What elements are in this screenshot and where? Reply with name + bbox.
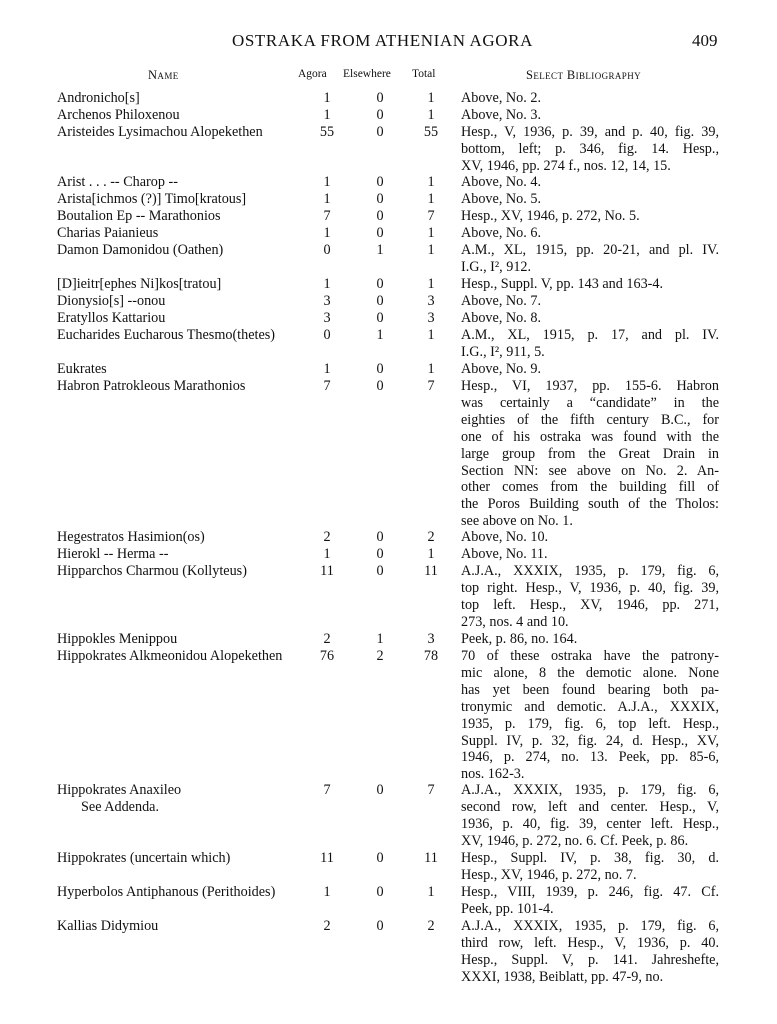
total-count: 3 xyxy=(427,293,435,309)
bibliography-line: A.M., XL, 1915, pp. 20-21, and pl. IV. xyxy=(461,242,719,258)
ostrakon-name xyxy=(57,529,205,546)
bibliography-line: A.J.A., XXXIX, 1935, p. 179, fig. 6, xyxy=(461,782,719,798)
agora-count: 1 xyxy=(323,884,331,900)
elsewhere-count: 0 xyxy=(376,191,384,207)
name-line: Boutalion Ep -- Marathonios xyxy=(57,208,221,224)
total-count: 3 xyxy=(427,310,435,326)
total-count: 1 xyxy=(427,361,435,377)
ostrakon-name xyxy=(57,174,178,191)
name-line: Hipparchos Charmou (Kollyteus) xyxy=(57,563,247,579)
agora-count: 1 xyxy=(323,191,331,207)
elsewhere-count: 0 xyxy=(376,293,384,309)
elsewhere-count: 0 xyxy=(376,90,384,106)
bibliography-line: Hesp., Suppl. V, p. 141. Jahreshefte, xyxy=(461,951,719,968)
total-count: 3 xyxy=(427,631,435,647)
bibliography-entry xyxy=(461,310,719,327)
name-line: Andronicho[s] xyxy=(57,90,140,106)
bibliography-line: third row, left. Hesp., V, 1936, p. 40. xyxy=(461,934,719,951)
agora-count: 76 xyxy=(319,648,335,664)
bibliography-entry xyxy=(461,124,719,175)
bibliography-entry xyxy=(461,191,719,208)
agora-count: 1 xyxy=(323,546,331,562)
bibliography-entry xyxy=(461,174,719,191)
bibliography-entry xyxy=(461,225,719,242)
bibliography-line: Peek, p. 86, no. 164. xyxy=(461,631,578,647)
total-count: 1 xyxy=(427,191,435,207)
total-count: 7 xyxy=(427,378,435,394)
ostrakon-name xyxy=(57,310,165,327)
name-line: Arist . . . -- Charop -- xyxy=(57,174,178,190)
agora-count: 1 xyxy=(323,276,331,292)
name-line: Eucharides Eucharous Thesmo(thetes) xyxy=(57,327,275,343)
ostrakon-name xyxy=(57,378,245,395)
agora-count: 7 xyxy=(323,378,331,394)
agora-count: 7 xyxy=(323,208,331,224)
bibliography-entry xyxy=(461,208,719,225)
elsewhere-count: 0 xyxy=(376,529,384,545)
total-count: 1 xyxy=(427,90,435,106)
bibliography-line: 1935, p. 179, fig. 6, top left. Hesp., xyxy=(461,715,719,732)
bibliography-line: one of his ostraka was found with the xyxy=(461,428,719,445)
bibliography-line: Above, No. 6. xyxy=(461,225,541,241)
name-line: [D]ieitr[ephes Ni]kos[tratou] xyxy=(57,276,222,292)
bibliography-line: Above, No. 10. xyxy=(461,529,549,545)
column-header-total: Total xyxy=(412,68,436,80)
name-line: Damon Damonidou (Oathen) xyxy=(57,242,224,258)
bibliography-line: Above, No. 5. xyxy=(461,191,541,207)
elsewhere-count: 0 xyxy=(376,546,384,562)
bibliography-line: Above, No. 7. xyxy=(461,293,541,309)
bibliography-line: Above, No. 4. xyxy=(461,174,541,190)
bibliography-entry xyxy=(461,884,719,918)
total-count: 2 xyxy=(427,529,435,545)
elsewhere-count: 0 xyxy=(376,918,384,934)
bibliography-line: Peek, pp. 101-4. xyxy=(461,900,554,917)
agora-count: 7 xyxy=(323,782,331,798)
bibliography-line: XV, 1946, pp. 274 f., nos. 12, 14, 15. xyxy=(461,157,671,174)
bibliography-entry xyxy=(461,242,719,276)
bibliography-line: Above, No. 11. xyxy=(461,546,548,562)
ostrakon-name xyxy=(57,884,275,901)
bibliography-line: mic alone, 8 the demotic alone. None xyxy=(461,664,719,681)
agora-count: 1 xyxy=(323,107,331,123)
agora-count: 11 xyxy=(320,563,334,579)
bibliography-line: 273, nos. 4 and 10. xyxy=(461,613,569,630)
bibliography-entry xyxy=(461,631,719,648)
total-count: 7 xyxy=(427,208,435,224)
name-line: Hegestratos Hasimion(os) xyxy=(57,529,205,545)
ostrakon-name xyxy=(57,90,140,107)
agora-count: 1 xyxy=(323,225,331,241)
bibliography-entry xyxy=(461,276,719,293)
total-count: 1 xyxy=(427,546,435,562)
ostrakon-name xyxy=(57,546,168,563)
bibliography-line: Section NN: see above on No. 2. An- xyxy=(461,462,719,479)
name-line: Charias Paianieus xyxy=(57,225,159,241)
total-count: 11 xyxy=(424,563,438,579)
name-line: Arista[ichmos (?)] Timo[kratous] xyxy=(57,191,247,207)
elsewhere-count: 1 xyxy=(376,327,384,343)
bibliography-entry xyxy=(461,918,719,986)
total-count: 1 xyxy=(427,276,435,292)
agora-count: 1 xyxy=(323,361,331,377)
bibliography-entry xyxy=(461,107,719,124)
elsewhere-count: 2 xyxy=(376,648,384,664)
elsewhere-count: 0 xyxy=(376,782,384,798)
total-count: 1 xyxy=(427,225,435,241)
bibliography-line: XV, 1946, p. 272, no. 6. Cf. Peek, p. 86. xyxy=(461,832,689,849)
elsewhere-count: 1 xyxy=(376,631,384,647)
bibliography-line: Above, No. 9. xyxy=(461,361,541,377)
elsewhere-count: 0 xyxy=(376,378,384,394)
bibliography-line: Hesp., Suppl. IV, p. 38, fig. 30, d. xyxy=(461,850,719,866)
bibliography-line: Above, No. 3. xyxy=(461,107,541,123)
bibliography-line: A.J.A., XXXIX, 1935, p. 179, fig. 6, xyxy=(461,563,719,579)
bibliography-line: Above, No. 8. xyxy=(461,310,541,326)
bibliography-line: Above, No. 2. xyxy=(461,90,541,106)
name-line: Dionysio[s] --onou xyxy=(57,293,166,309)
agora-count: 2 xyxy=(323,529,331,545)
name-line: Habron Patrokleous Marathonios xyxy=(57,378,246,394)
bibliography-entry xyxy=(461,563,719,631)
bibliography-entry xyxy=(461,327,719,361)
bibliography-entry xyxy=(461,90,719,107)
bibliography-line: Suppl. IV, p. 32, fig. 24, d. Hesp., XV, xyxy=(461,732,719,749)
elsewhere-count: 0 xyxy=(376,225,384,241)
total-count: 1 xyxy=(427,174,435,190)
bibliography-entry xyxy=(461,850,719,884)
ostrakon-name xyxy=(57,918,158,935)
bibliography-line: Hesp., VI, 1937, pp. 155-6. Habron xyxy=(461,378,719,394)
name-line: Hippokrates Anaxileo xyxy=(57,782,182,798)
agora-count: 2 xyxy=(323,631,331,647)
ostrakon-name xyxy=(57,225,158,242)
bibliography-entry xyxy=(461,648,719,783)
bibliography-line: I.G., I², 911, 5. xyxy=(461,343,545,360)
agora-count: 0 xyxy=(323,242,331,258)
agora-count: 0 xyxy=(323,327,331,343)
total-count: 1 xyxy=(427,884,435,900)
bibliography-line: see above on No. 1. xyxy=(461,513,573,530)
agora-count: 1 xyxy=(323,174,331,190)
bibliography-line: XXXI, 1938, Beiblatt, pp. 47-9, no. xyxy=(461,968,664,985)
bibliography-line: has yet been found bearing both pa- xyxy=(461,681,719,698)
name-line: Archenos Philoxenou xyxy=(57,107,180,123)
bibliography-line: tronymic and demotic. A.J.A., XXXIX, xyxy=(461,698,719,715)
elsewhere-count: 1 xyxy=(376,242,384,258)
total-count: 2 xyxy=(427,918,435,934)
bibliography-line: I.G., I², 912. xyxy=(461,258,532,275)
total-count: 1 xyxy=(427,107,435,123)
elsewhere-count: 0 xyxy=(376,174,384,190)
bibliography-line: the Poros Building south of the Tholos: xyxy=(461,496,719,513)
ostrakon-name xyxy=(57,242,223,259)
elsewhere-count: 0 xyxy=(376,107,384,123)
running-head-title: OSTRAKA FROM ATHENIAN AGORA xyxy=(232,31,533,50)
bibliography-line: large group from the Great Drain in xyxy=(461,445,719,462)
ostrakon-name xyxy=(57,191,246,208)
elsewhere-count: 0 xyxy=(376,310,384,326)
elsewhere-count: 0 xyxy=(376,208,384,224)
name-line: Aristeides Lysimachou Alopekethen xyxy=(57,124,263,140)
ostrakon-name xyxy=(57,327,275,344)
ostrakon-name xyxy=(57,361,107,378)
bibliography-line: second row, left and center. Hesp., V, xyxy=(461,798,719,815)
table-column-headers xyxy=(0,68,777,84)
elsewhere-count: 0 xyxy=(376,124,384,140)
bibliography-line: Hesp., XV, 1946, p. 272, no. 7. xyxy=(461,866,637,883)
bibliography-line: 1946, p. 274, no. 13. Peek, pp. 85-6, xyxy=(461,749,719,766)
ostrakon-name xyxy=(57,631,177,648)
bibliography-line: nos. 162-3. xyxy=(461,766,525,783)
ostrakon-name xyxy=(57,648,282,665)
bibliography-line: top right. Hesp., V, 1936, p. 40, fig. 39, xyxy=(461,579,719,596)
name-line: Hippokrates Alkmeonidou Alopekethen xyxy=(57,648,283,664)
name-line: Hyperbolos Antiphanous (Perithoides) xyxy=(57,884,276,900)
bibliography-line: top left. Hesp., XV, 1946, pp. 271, xyxy=(461,596,719,613)
ostrakon-name xyxy=(57,850,230,867)
name-line: Kallias Didymiou xyxy=(57,918,159,934)
agora-count: 11 xyxy=(320,850,334,866)
name-note: See Addenda. xyxy=(81,798,160,815)
total-count: 55 xyxy=(423,124,439,140)
ostrakon-name xyxy=(57,563,247,580)
total-count: 7 xyxy=(427,782,435,798)
bibliography-entry xyxy=(461,361,719,378)
agora-count: 1 xyxy=(323,90,331,106)
elsewhere-count: 0 xyxy=(376,361,384,377)
column-header-agora: Agora xyxy=(298,68,327,80)
bibliography-line: eighties of the fifth century B.C., for xyxy=(461,411,719,428)
bibliography-line: Hesp., V, 1936, p. 39, and p. 40, fig. 39, xyxy=(461,124,719,140)
bibliography-line: other comes from the building fill of xyxy=(461,479,719,496)
name-line: Hippokles Menippou xyxy=(57,631,178,647)
total-count: 1 xyxy=(427,242,435,258)
ostrakon-name xyxy=(57,293,165,310)
bibliography-line: A.J.A., XXXIX, 1935, p. 179, fig. 6, xyxy=(461,918,719,934)
column-header-elsewhere: Elsewhere xyxy=(343,68,391,80)
elsewhere-count: 0 xyxy=(376,884,384,900)
bibliography-line: was certainly a “candidate” in the xyxy=(461,394,719,411)
total-count: 78 xyxy=(423,648,439,664)
agora-count: 3 xyxy=(323,293,331,309)
elsewhere-count: 0 xyxy=(376,276,384,292)
bibliography-line: Hesp., XV, 1946, p. 272, No. 5. xyxy=(461,208,640,224)
bibliography-line: 70 of these ostraka have the patrony- xyxy=(461,648,719,664)
ostrakon-name xyxy=(57,782,181,816)
column-header-name: Name xyxy=(148,68,179,82)
bibliography-line: 1936, p. 40, fig. 39, center left. Hesp., xyxy=(461,815,719,832)
bibliography-line: bottom, left; p. 346, fig. 14. Hesp., xyxy=(461,140,719,157)
page-number: 409 xyxy=(692,31,718,50)
elsewhere-count: 0 xyxy=(376,563,384,579)
ostrakon-name xyxy=(57,208,221,225)
bibliography-entry xyxy=(461,546,719,563)
agora-count: 3 xyxy=(323,310,331,326)
bibliography-line: A.M., XL, 1915, p. 17, and pl. IV. xyxy=(461,327,719,343)
column-header-bibliography: Select Bibliography xyxy=(526,68,642,82)
name-line: Eukrates xyxy=(57,361,107,377)
name-line: Eratyllos Kattariou xyxy=(57,310,166,326)
elsewhere-count: 0 xyxy=(376,850,384,866)
total-count: 1 xyxy=(427,327,435,343)
ostrakon-name xyxy=(57,276,221,293)
bibliography-line: Hesp., VIII, 1939, p. 246, fig. 47. Cf. xyxy=(461,884,719,900)
bibliography-entry xyxy=(461,378,719,530)
bibliography-entry xyxy=(461,782,719,850)
bibliography-line: Hesp., Suppl. V, pp. 143 and 163-4. xyxy=(461,276,664,292)
total-count: 11 xyxy=(424,850,438,866)
ostrakon-name xyxy=(57,107,180,124)
agora-count: 2 xyxy=(323,918,331,934)
bibliography-entry xyxy=(461,293,719,310)
running-head xyxy=(0,31,777,55)
agora-count: 55 xyxy=(319,124,335,140)
name-line: Hierokl -- Herma -- xyxy=(57,546,169,562)
bibliography-entry xyxy=(461,529,719,546)
name-line: Hippokrates (uncertain which) xyxy=(57,850,231,866)
ostrakon-name xyxy=(57,124,263,141)
